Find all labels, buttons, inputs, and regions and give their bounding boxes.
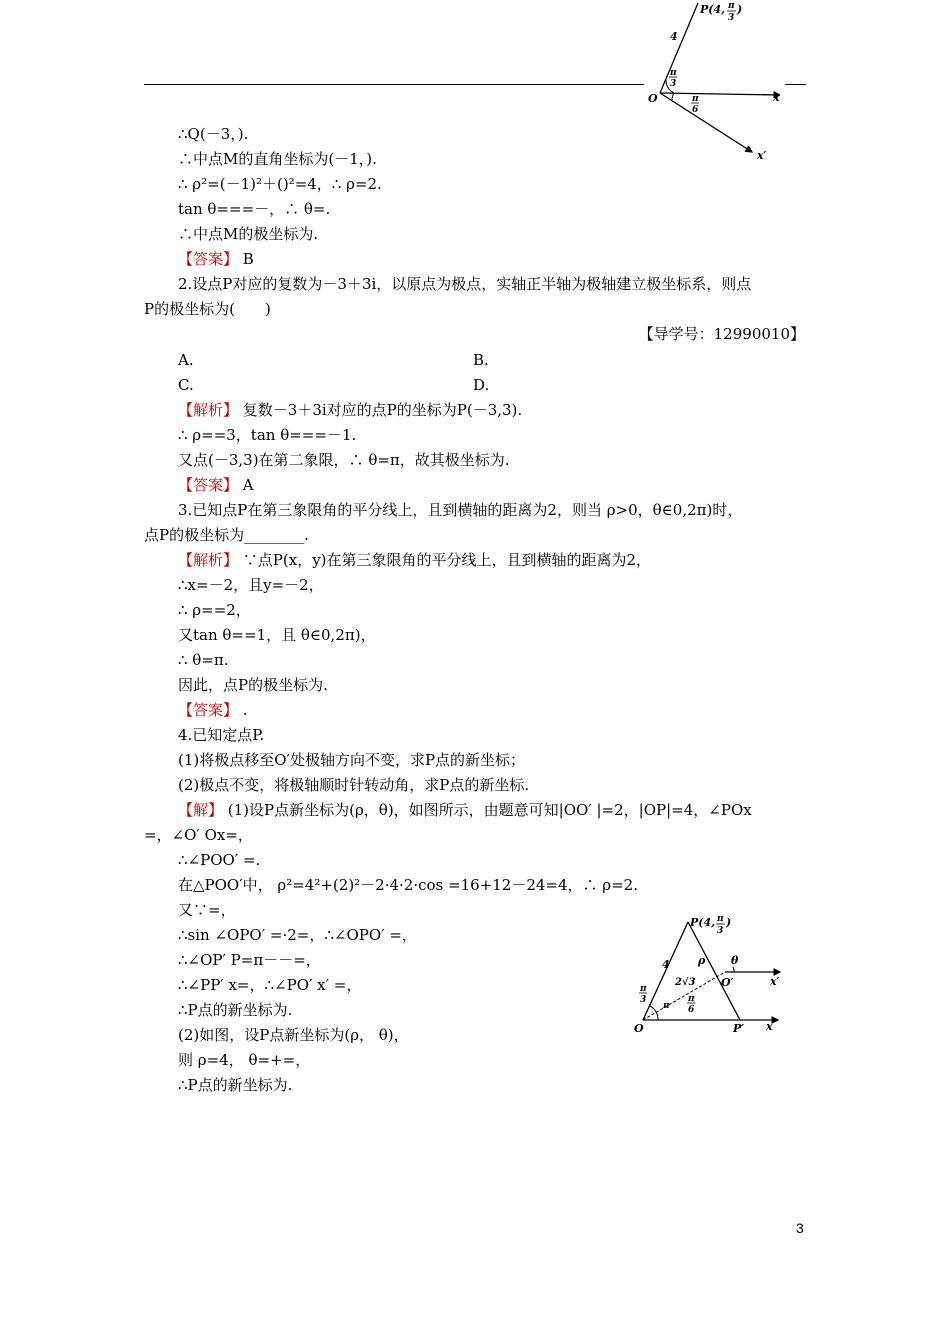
q4-line-3: 又∵=， [178, 901, 236, 919]
svg-text:): ) [726, 916, 732, 929]
q1-line-2: ∴中点M的直角坐标为(－1，). [178, 150, 377, 168]
q2-answer [178, 475, 254, 495]
q3-analysis [178, 550, 651, 570]
solution-text: (1)设P点新坐标为(ρ，θ)，如图所示，由题意可知|OO′ |=2，|OP|=4，∠POx [223, 801, 752, 819]
q2-guide-number: 【导学号：12990010】 [638, 325, 805, 343]
top-fig-label-xp: x′ [757, 149, 767, 162]
q3-stem-2: 点P的极坐标为________. [144, 526, 309, 544]
answer-text: . [238, 701, 248, 719]
top-fig-angle-pi6-num: π [692, 94, 699, 104]
q3-line-1: ∴x=－2，且y=－2， [178, 576, 324, 594]
answer-tag: 【答案】 [178, 701, 239, 719]
top-fig-label-P-den: 3 [728, 13, 735, 23]
q4-line-6: ∴∠PP′ x=，∴∠PO′ x′ =， [178, 976, 362, 994]
q4-line-10: ∴P点的新坐标为. [178, 1076, 293, 1094]
bottom-fig-label-O: O [634, 1022, 644, 1035]
bottom-fig-angle-pi3-den: 3 [640, 995, 647, 1005]
bottom-fig-angle-pi3-num: π [640, 984, 647, 994]
q2-stem-2: P的极坐标为( ) [144, 300, 271, 318]
answer-text: B [238, 250, 254, 268]
q3-stem-1: 3.已知点P在第三象限角的平分线上，且到横轴的距离为2，则当 ρ>0，θ∈0,2π)时， [178, 501, 743, 519]
top-fig-label-P: P(4, [700, 3, 725, 16]
answer-tag: 【答案】 [178, 250, 239, 268]
bottom-fig-label-Pp: P′ [733, 1022, 745, 1035]
q4-line-4: ∴sin ∠OPO′ =·2=，∴∠OPO′ =， [178, 926, 417, 944]
q4-stem: 4.已知定点P. [178, 726, 265, 744]
bottom-fig-angle-pi: π [663, 1001, 670, 1011]
q4-line-8: (2)如图，设P点新坐标为(ρ， θ)， [178, 1026, 409, 1044]
analysis-text: 复数－3＋3i对应的点P的坐标为P(－3,3). [238, 401, 523, 419]
bottom-fig-label-2sqrt3: 2√3 [675, 977, 696, 988]
bottom-fig-label-rho: ρ [698, 954, 706, 967]
q2-option-d: D. [473, 376, 490, 394]
q4-part-1: (1)将极点移至O′处极轴方向不变，求P点的新坐标； [178, 751, 526, 769]
q4-line-2: 在△POO′中， ρ²=4²+(2)²－2·4·2·cos =16+12－24=4，∴ ρ=2. [178, 876, 638, 894]
bottom-fig-angle-pi6-den: 6 [688, 1005, 695, 1015]
header-rule-right [785, 84, 806, 85]
svg-text:): ) [737, 3, 743, 16]
q1-line-3: ∴ ρ²=(－1)²＋()²=4，∴ ρ=2. [178, 175, 382, 193]
top-fig-angle-pi3-num: π [670, 68, 677, 78]
top-fig-label-x: x [773, 91, 780, 104]
q2-stem-1: 2.设点P对应的复数为－3＋3i，以原点为极点，实轴正半轴为极轴建立极坐标系，则点 [178, 275, 752, 293]
q2-option-a: A. [178, 351, 194, 369]
q4-line-9: 则 ρ=4， θ=+=， [178, 1051, 311, 1069]
answer-tag: 【答案】 [178, 476, 239, 494]
q4-solution [178, 800, 752, 820]
q4-line-7: ∴P点的新坐标为. [178, 1001, 293, 1019]
top-fig-angle-pi3-den: 3 [670, 79, 677, 89]
q4-solution-2: =，∠O′ Ox=， [144, 826, 253, 844]
answer-text: A [238, 476, 254, 494]
q4-line-5: ∴∠OP′ P=π－－=， [178, 951, 321, 969]
bottom-fig-label-pi: π [717, 914, 724, 924]
q4-part-2: (2)极点不变，将极轴顺时针转动角，求P点的新坐标. [178, 776, 530, 794]
bottom-fig-label-theta: θ [731, 954, 739, 967]
q1-answer [178, 249, 254, 269]
bottom-fig-label-P: P(4, [690, 916, 715, 929]
q1-line-5: ∴中点M的极坐标为. [178, 225, 319, 243]
q1-line-4: tan θ===－，∴ θ=. [178, 200, 331, 218]
q3-line-4: ∴ θ=π. [178, 651, 229, 669]
q3-answer [178, 700, 248, 720]
page-number: 3 [796, 1220, 804, 1236]
q1-line-1: ∴Q(－3，). [178, 125, 249, 143]
top-polar-figure [640, 0, 780, 170]
bottom-fig-label-x: x [766, 1020, 773, 1033]
top-fig-angle-pi6-den: 6 [692, 105, 699, 115]
q3-line-5: 因此，点P的极坐标为. [178, 676, 328, 694]
top-fig-label-O: O [648, 92, 658, 105]
bottom-fig-label-Op: O′ [721, 976, 734, 989]
q2-analysis [178, 400, 522, 420]
q3-line-2: ∴ ρ==2， [178, 601, 251, 619]
bottom-fig-label-den: 3 [717, 926, 724, 936]
bottom-fig-label-xp: x′ [770, 975, 780, 988]
q4-line-1: ∴∠POO′ =. [178, 851, 261, 869]
analysis-tag: 【解析】 [178, 551, 239, 569]
triangle-figure [628, 912, 788, 1037]
analysis-tag: 【解析】 [178, 401, 239, 419]
q2-line-2: 又点(－3,3)在第二象限，∴ θ=π，故其极坐标为. [178, 451, 510, 469]
bottom-fig-label-4: 4 [662, 958, 670, 971]
bottom-fig-angle-pi6-num: π [688, 994, 695, 1004]
header-rule-left [144, 84, 644, 85]
q3-line-3: 又tan θ==1，且 θ∈0,2π)， [178, 626, 376, 644]
analysis-text: ∵点P(x，y)在第三象限角的平分线上，且到横轴的距离为2， [238, 551, 652, 569]
solution-tag: 【解】 [178, 801, 224, 819]
top-fig-label-4: 4 [670, 30, 678, 43]
q2-line-1: ∴ ρ==3，tan θ===－1. [178, 426, 357, 444]
q2-option-c: C. [178, 376, 194, 394]
q2-option-b: B. [473, 351, 489, 369]
top-fig-label-P-pi: π [728, 1, 735, 11]
